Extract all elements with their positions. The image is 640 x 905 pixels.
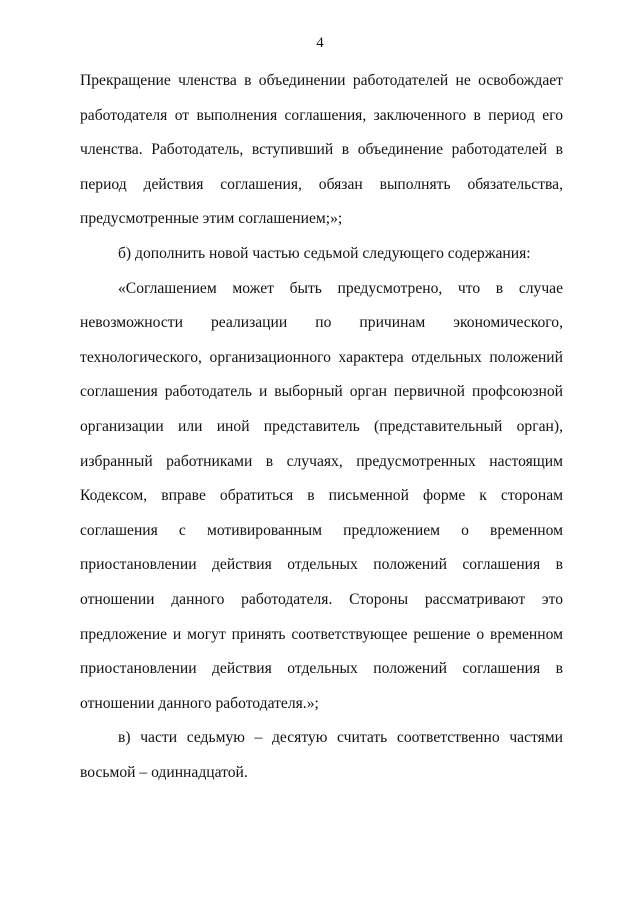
paragraph-item-v: в) части седьмую – десятую считать соответственно частями восьмой – одиннадцатой.	[80, 729, 563, 781]
paragraph-quoted-amendment: «Соглашением может быть предусмотрено, что в случае невозможности реализации по причинам экономического, технологического, организационного характера отдельных положений соглашения работодатель и выборный орган первичной профсоюзной организации или иной представитель (представительный орган), избранный работниками в случаях, предусмотренных настоящим Кодексом, вправе обратиться в письменной форме к сторонам соглашения с мотивированным предложением о временном приостановлении действия отдельных положений соглашения в отношении данного работодателя. Стороны рассматривают это предложение и могут принять соответствующее решение о временном приостановлении действия отдельных положений соглашения в отношении данного работодателя.»;	[80, 279, 563, 712]
page-number: 4	[316, 35, 324, 51]
document-body	[80, 64, 563, 790]
paragraph-membership-termination: Прекращение членства в объединении работодателей не освобождает работодателя от выполнения соглашения, заключенного в период его членства. Работодатель, вступивший в объединение работодателей в период действия соглашения, обязан выполнять обязательства, предусмотренные этим соглашением;»;	[80, 72, 563, 228]
paragraph-item-b: б) дополнить новой частью седьмой следующего содержания:	[118, 244, 531, 262]
